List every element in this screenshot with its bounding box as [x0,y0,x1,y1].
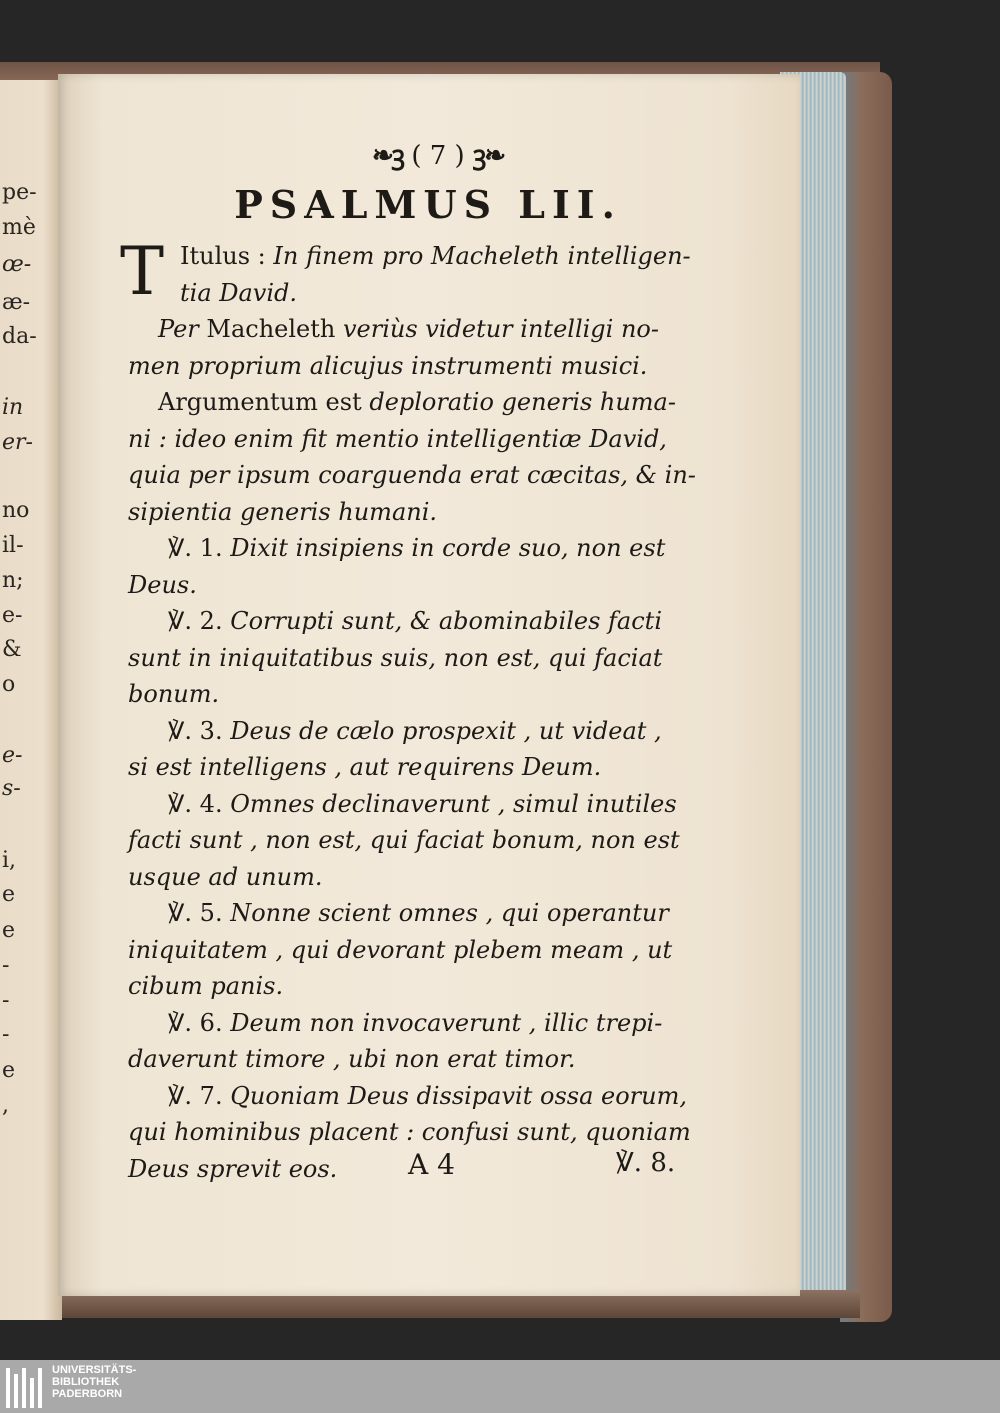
left-page-text-fragment: - [2,953,10,978]
text-line [128,384,778,421]
ornament-right-icon: ꝫ❧ [472,141,505,171]
text-segment: Quoniam Deus dissipavit ossa eorum, [230,1081,687,1110]
text-segment: si est intelligens , aut requirens Deum. [128,753,602,781]
text-segment: sipientia generis humani. [128,497,438,526]
footer-bar [0,1360,1000,1413]
text-segment: ℣. 7. [168,1081,231,1110]
text-line [128,859,778,896]
text-segment: quia per ipsum coarguenda erat cæcitas, & in- [128,461,696,489]
library-logo-text [52,1364,136,1400]
text-line [128,676,778,713]
text-line [128,238,778,275]
ornament-left-icon: ❧ꝫ [371,141,404,171]
left-page-margin [0,80,62,1320]
text-segment: facti sunt , non est, qui faciat bonum, non est [128,826,680,854]
text-segment: Deus sprevit eos. [128,1154,338,1183]
text-segment: Itulus : [180,242,274,270]
left-page-text-fragment: æ- [2,290,31,315]
text-line [128,932,778,969]
text-segment: Corrupti sunt, & abominabiles facti [230,607,662,635]
text-segment: ℣. 4. [168,789,231,818]
text-line [128,749,778,786]
left-page-text-fragment: e [2,1058,16,1083]
text-segment: In finem pro Macheleth intelligen- [273,242,691,270]
left-page-text-fragment: & [2,637,22,662]
text-line [128,1078,778,1115]
left-page-text-fragment: e- [2,743,23,768]
page-number: ( 7 ) [411,141,465,171]
text-segment: bonum. [128,680,220,708]
text-line [128,786,778,823]
text-segment: cibum panis. [128,972,284,1000]
text-line [128,822,778,859]
logo-line: PADERBORN [52,1388,123,1400]
left-page-text-fragment: no [2,498,30,523]
text-segment: Omnes declinaverunt , simul inutiles [230,789,677,818]
text-segment: ℣. 2. [168,607,231,635]
left-page-text-fragment: i, [2,848,17,873]
left-page-text-fragment: e [2,882,16,907]
text-line [128,457,778,494]
text-line [128,1114,778,1151]
logo-line: BIBLIOTHEK [52,1376,120,1388]
left-page-text-fragment: - [2,988,10,1013]
left-page-text-fragment: , [2,1093,9,1118]
drop-cap: T [120,233,165,310]
text-segment: Deus. [128,570,197,599]
text-segment: ℣. 1. [168,534,231,562]
text-line [128,713,778,750]
text-segment: daverunt timore , ubi non erat timor. [128,1045,576,1073]
text-line [128,1041,778,1078]
text-segment: veriùs videtur intelligi no- [342,315,659,343]
logo-line: UNIVERSITÄTS- [52,1364,137,1376]
text-segment: ℣. 3. [168,716,231,745]
text-segment: sunt in iniquitatibus suis, non est, qui faciat [128,643,663,672]
left-page-text-fragment: da- [2,324,37,349]
university-library-logo-icon [6,1368,46,1408]
text-segment: men proprium alicujus instrumenti musici. [128,351,648,380]
psalm-text [120,233,778,1187]
left-page-text-fragment: e- [2,603,23,628]
text-segment: ni : ideo enim fit mentio intelligentiæ David, [128,424,667,453]
text-line [128,895,778,932]
catchword: ℣. 8. [616,1148,676,1178]
left-page-text-fragment: il- [2,533,24,558]
left-page-text-fragment: o [2,672,16,697]
text-line [128,968,778,1005]
text-line [128,421,778,458]
left-page-text-fragment: pe- [2,180,37,205]
text-line [128,530,778,567]
text-segment: Argumentum est [158,388,370,416]
text-segment: Macheleth [206,315,343,343]
text-line [128,275,778,312]
text-segment: usque ad unum. [128,862,323,891]
text-segment: Dixit insipiens in corde suo, non est [230,534,666,562]
text-segment: Nonne scient omnes , qui operantur [230,899,669,927]
left-page-text-fragment: er- [2,430,33,455]
right-page [58,74,800,1296]
text-segment: qui hominibus placent : confusi sunt, quoniam [128,1118,691,1146]
signature-mark: A 4 [408,1148,455,1181]
text-line [128,640,778,677]
running-head [308,136,568,172]
left-page-text-fragment: s- [2,776,21,801]
text-line [128,348,778,385]
left-page-text-fragment: mè [2,215,36,240]
left-page-text-fragment: e [2,918,16,943]
text-line [128,494,778,531]
book-cover-right-edge [840,72,892,1322]
text-segment: Deus de cælo prospexit , ut videat , [230,716,662,745]
left-page-text-fragment: in [2,395,24,420]
text-segment: iniquitatem , qui devorant plebem meam , ut [128,935,673,964]
text-segment: ℣. 5. [168,899,231,927]
text-segment: Deum non invocaverunt , illic trepi- [230,1008,663,1037]
text-line [128,567,778,604]
text-segment: ℣. 6. [168,1008,231,1037]
text-segment: tia David. [180,278,298,307]
left-page-text-fragment: n; [2,568,24,593]
text-segment: Per [158,315,207,343]
left-page-text-fragment: œ- [2,252,32,277]
psalm-title: PSALMUS LII. [234,182,622,227]
text-line [128,311,778,348]
left-page-text-fragment: - [2,1022,10,1047]
text-segment: deploratio generis huma- [369,388,676,416]
text-line [128,603,778,640]
text-line [128,1005,778,1042]
